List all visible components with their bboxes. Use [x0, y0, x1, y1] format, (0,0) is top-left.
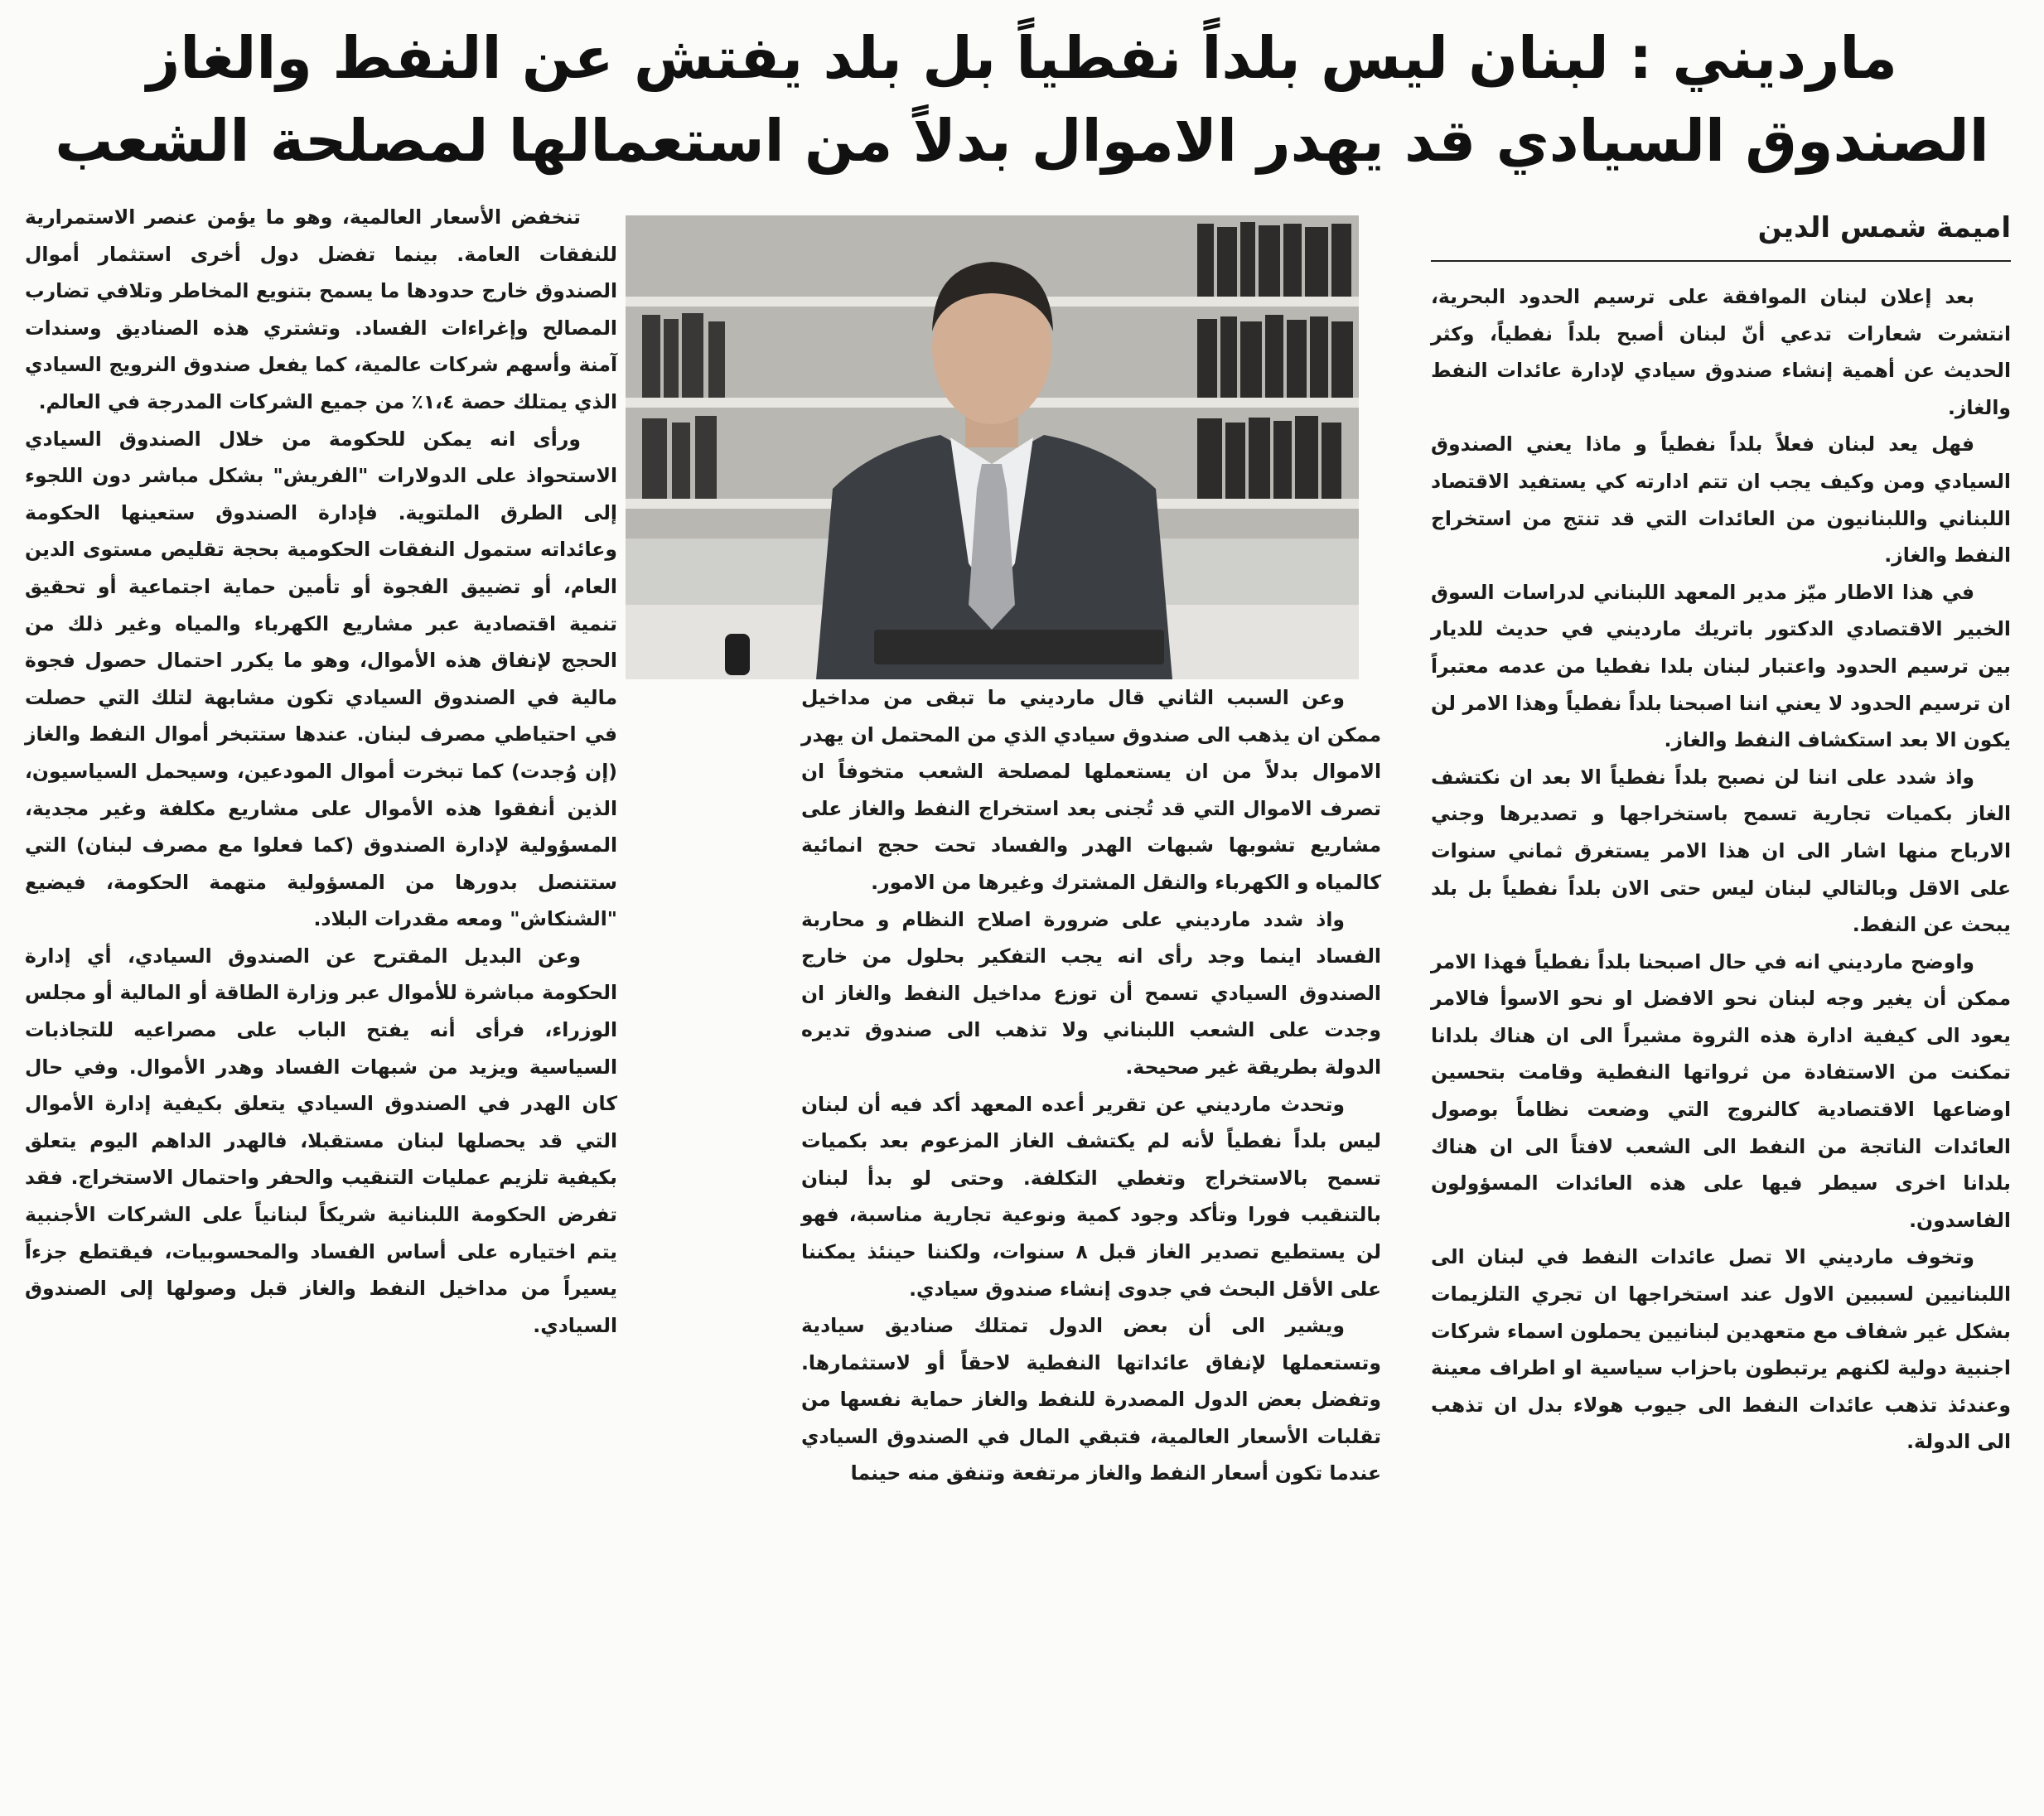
paragraph: وتخوف مارديني الا تصل عائدات النفط في لبنان الى اللبنانيين لسببين الاول عند استخراجها ان تجري التلزيمات بشكل غير شفاف مع متعهدين لبنانيين يحملون اسماء شركات اجنبية دولية لكنهم يرتبطون باحزاب سياسية او اطراف معينة وعندئذ تذهب عائدات النفط الى جيوب هولاء بدل ان تذهب الى الدولة.	[1431, 1245, 2011, 1454]
paragraph: واوضح مارديني انه في حال اصبحنا بلداً نفطياً فهذا الامر ممكن أن يغير وجه لبنان نحو الافضل او نحو الاسوأ فالامر يعود الى كيفية ادارة هذه الثروة مشيراً الى ان هناك بلدانا تمكنت من الاستفادة من ثرواتها النفطية وقامت بتحسين اوضاعها الاقتصادية كالنروج التي وضعت نظاماً بوصول العائدات الناتجة من النفط الى الشعب لافتاً الى ان هناك بلدانا اخرى سيطر فيها على هذه العائدات المسؤولون الفاسدون.	[1431, 949, 2011, 1232]
paragraph: واذ شدد على اننا لن نصبح بلداً نفطياً الا بعد ان نكتشف الغاز بكميات تجارية تسمح باستخراجها و تصديرها وجني الارباح منها اشار الى ان هذا الامر يستغرق ثماني سنوات على الاقل وبالتالي لبنان ليس حتى الان بلداً نفطياً بل بلد يبحث عن النفط.	[1431, 765, 2011, 937]
author-byline: اميمة شمس الدين	[1431, 207, 2011, 262]
article-column-right	[1431, 199, 2011, 1461]
paragraph: فهل يعد لبنان فعلاً بلداً نفطياً و ماذا يعني الصندوق السيادي ومن وكيف يجب ان تتم ادارته كي يستفيد الاقتصاد اللبناني واللبنانيون من العائدات التي قد تنتج من استخراج النفط والغاز.	[1431, 432, 2011, 568]
paragraph: في هذا الاطار ميّز مدير المعهد اللبناني لدراسات السوق الخبير الاقتصادي الدكتور باتريك مارديني في حديث للديار بين ترسيم الحدود واعتبار لبنان بلدا نفطيا من عدمه معتبراً ان ترسيم الحدود لا يعني اننا اصبحنا بلداً نفطياً وهذا الامر لن يكون الا بعد استكشاف النفط والغاز.	[1431, 580, 2011, 752]
paragraph: وتحدث مارديني عن تقرير أعده المعهد أكد فيه أن لبنان ليس بلداً نفطياً لأنه لم يكتشف الغاز المزعوم بعد بكميات تسمح بالاستخراج وتغطي التكلفة. وحتى لو بدأ لبنان بالتنقيب فورا وتأكد وجود كمية ونوعية تجارية مناسبة، فهو لن يستطيع تصدير الغاز قبل ٨ سنوات، ولكننا حينئذ يمكننا على الأقل البحث في جدوى إنشاء صندوق سيادي.	[801, 1092, 1381, 1301]
article-column-middle	[801, 679, 1381, 1492]
paragraph: ورأى انه يمكن للحكومة من خلال الصندوق السيادي الاستحواذ على الدولارات "الفريش" بشكل مباشر دون اللجوء إلى الطرق الملتوية. فإدارة الصندوق ستعينها الحكومة وعائداته ستمول النفقات الحكومية بحجة تقليص مستوى الدين العام، أو تضييق الفجوة أو تأمين حماية اجتماعية أو تحقيق تنمية اقتصادية عبر مشاريع الكهرباء والمياه وغير ذلك من الحجج لإنفاق هذه الأموال، وهو ما يكرر احتمال حصول فجوة مالية في الصندوق السيادي تكون مشابهة لتلك التي حصلت في احتياطي مصرف لبنان. عندها ستتبخر أموال النفط والغاز (إن وُجدت) كما تبخرت أموال المودعين، وسيحمل السياسيون، الذين أنفقوا هذه الأموال على مشاريع مكلفة وغير مجدية، المسؤولية لإدارة الصندوق (كما فعلوا مع مصرف لبنان) التي ستتنصل بدورها من المسؤولية متهمة الحكومة، فيضيع "الشنكاش" ومعه مقدرات البلاد.	[25, 427, 617, 931]
paragraph: بعد إعلان لبنان الموافقة على ترسيم الحدود البحرية، انتشرت شعارات تدعي أنّ لبنان أصبح بلداً نفطياً، وكثر الحديث عن أهمية إنشاء صندوق سيادي لإدارة عائدات النفط والغاز.	[1431, 285, 2011, 419]
headline-line-2: الصندوق السيادي قد يهدر الاموال بدلاً من استعمالها لمصلحة الشعب	[55, 107, 1989, 175]
article-column-left	[25, 199, 617, 1344]
paragraph: ويشير الى أن بعض الدول تمتلك صناديق سيادية وتستعملها لإنفاق عائداتها النفطية لاحقاً أو لاستثمارها. وتفضل بعض الدول المصدرة للنفط والغاز حماية نفسها من تقلبات الأسعار العالمية، فتبقي المال في الصندوق السيادي عندما تكون أسعار النفط والغاز مرتفعة وتنفق منه حينما	[801, 1314, 1381, 1485]
portrait-photo	[626, 215, 1359, 679]
paragraph: تنخفض الأسعار العالمية، وهو ما يؤمن عنصر الاستمرارية للنفقات العامة. بينما تفضل دول أخرى استثمار أموال الصندوق خارج حدودها ما يسمح بتنويع المخاطر وتلافي تضارب المصالح وإغراءات الفساد. وتشتري هذه الصناديق وسندات آمنة وأسهم شركات عالمية، كما يفعل صندوق النرويج السيادي الذي يمتلك حصة ١،٤٪ من جميع الشركات المدرجة في العالم.	[25, 205, 617, 413]
paragraph: واذ شدد مارديني على ضرورة اصلاح النظام و محاربة الفساد اينما وجد رأى انه يجب التفكير بحلول من خارج الصندوق السيادي تسمح أن توزع مداخيل النفط والغاز ان وجدت على الشعب اللبناني ولا تذهب الى صندوق تديره الدولة بطريقة غير صحيحة.	[801, 907, 1381, 1079]
paragraph: وعن السبب الثاني قال مارديني ما تبقى من مداخيل ممكن ان يذهب الى صندوق سيادي الذي من المحتمل ان يهدر الاموال بدلاً من ان يستعملها لمصلحة الشعب متخوفاً ان تصرف الاموال التي قد تُجنى بعد استخراج النفط والغاز على مشاريع تشوبها شبهات الهدر والفساد تحت حجج انمائية كالمياه و الكهرباء والنقل المشترك وغيرها من الامور.	[801, 686, 1381, 894]
paragraph: وعن البديل المقترح عن الصندوق السيادي، أي إدارة الحكومة مباشرة للأموال عبر وزارة الطاقة أو المالية أو مجلس الوزراء، فرأى أنه يفتح الباب على مصراعيه للتجاذبات السياسية ويزيد من شبهات الفساد وهدر الأموال. وفي حال كان الهدر في الصندوق السيادي يتعلق بكيفية إدارة الأموال التي قد يحصلها لبنان مستقبلا، فالهدر الداهم اليوم يتعلق بكيفية تلزيم عمليات التنقيب والحفر واحتمال الاستخراج. فقد تفرض الحكومة اللبنانية شريكاً لبنانياً على الشركات الأجنبية يتم اختياره على أساس الفساد والمحسوبيات، فيقتطع جزءاً يسيراً من مداخيل النفط والغاز قبل وصولها إلى الصندوق السيادي.	[25, 944, 617, 1337]
headline-line-1: مارديني : لبنان ليس بلداً نفطياً بل بلد يفتش عن النفط والغاز	[147, 24, 1897, 92]
